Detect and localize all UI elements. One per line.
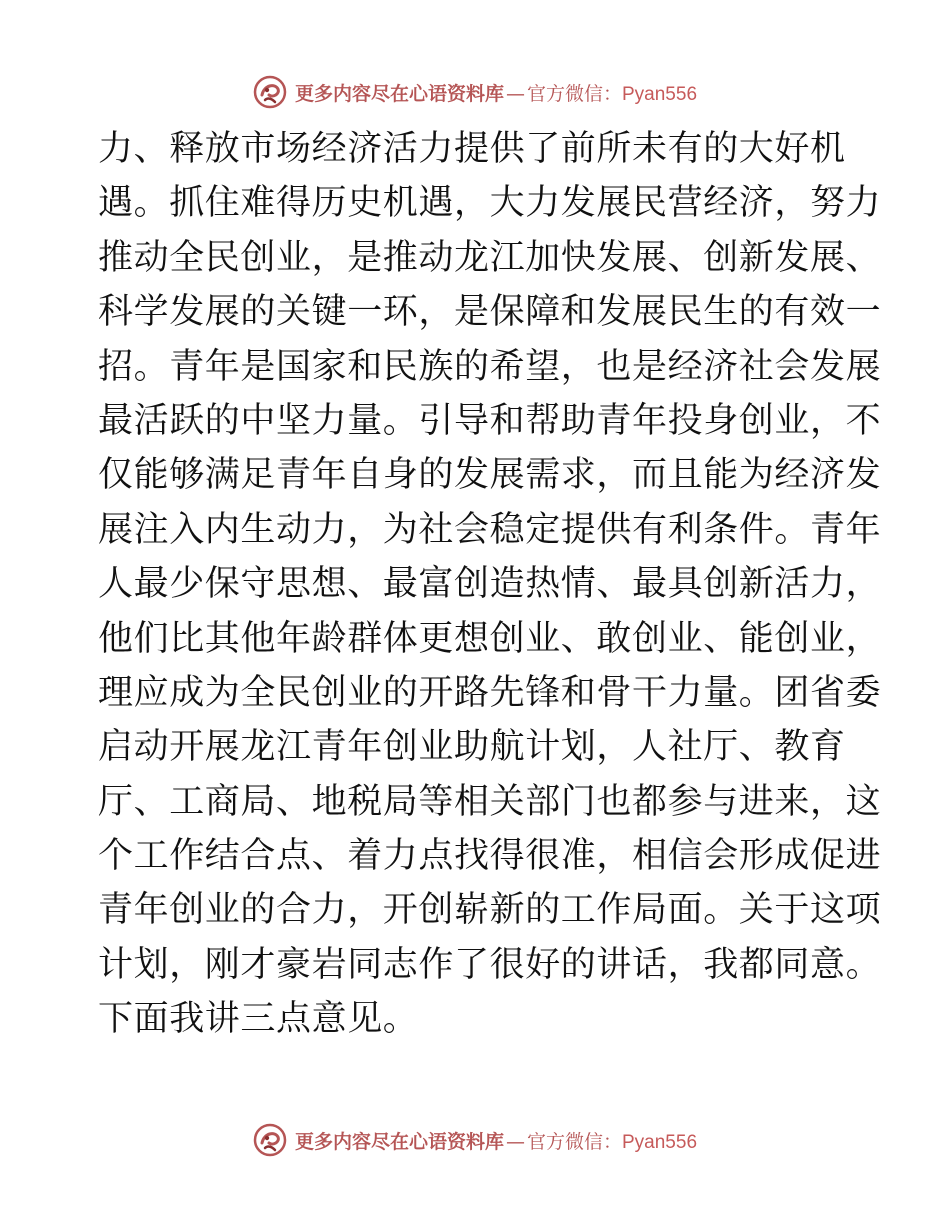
header-wechat-id: Pyan556 bbox=[622, 83, 698, 105]
header-official-label: 官方微信： bbox=[526, 82, 622, 105]
body-line: 理应成为全民创业的开路先锋和骨干力量。团省委 bbox=[98, 672, 882, 713]
red-swirl-logo-icon bbox=[253, 1123, 287, 1157]
body-line: 计划，刚才豪岩同志作了很好的讲话，我都同意。 bbox=[98, 944, 882, 985]
document-body bbox=[98, 122, 882, 1047]
body-line: 最活跃的中坚力量。引导和帮助青年投身创业，不 bbox=[98, 400, 882, 441]
red-swirl-logo-icon bbox=[253, 75, 287, 109]
footer-brand-text: 更多内容尽在心语资料库 bbox=[294, 1130, 504, 1153]
body-line: 他们比其他年龄群体更想创业、敢创业、能创业， bbox=[98, 618, 882, 659]
footer-official-label: 官方微信： bbox=[526, 1130, 622, 1153]
body-line: 厅、工商局、地税局等相关部门也都参与进来，这 bbox=[98, 781, 882, 822]
body-line: 下面我讲三点意见。 bbox=[98, 999, 419, 1040]
body-line: 科学发展的关键一环，是保障和发展民生的有效一 bbox=[98, 292, 882, 333]
header-dash: — bbox=[505, 82, 525, 105]
body-line: 展注入内生动力，为社会稳定提供有利条件。青年 bbox=[98, 509, 882, 550]
body-line: 推动全民创业，是推动龙江加快发展、创新发展、 bbox=[98, 237, 882, 278]
body-line: 招。青年是国家和民族的希望，也是经济社会发展 bbox=[98, 346, 882, 387]
body-line: 启动开展龙江青年创业助航计划，人社厅、教育 bbox=[98, 727, 846, 768]
body-line: 力、释放市场经济活力提供了前所未有的大好机 bbox=[98, 129, 846, 169]
header-banner bbox=[0, 72, 950, 112]
footer-banner bbox=[0, 1120, 950, 1160]
footer-dash: — bbox=[505, 1130, 525, 1153]
body-line: 遇。抓住难得历史机遇，大力发展民营经济，努力 bbox=[98, 183, 882, 224]
body-line: 个工作结合点、着力点找得很准，相信会形成促进 bbox=[98, 836, 882, 877]
body-line: 人最少保守思想、最富创造热情、最具创新活力， bbox=[98, 564, 882, 605]
header-brand-text: 更多内容尽在心语资料库 bbox=[294, 82, 504, 105]
body-line: 青年创业的合力，开创崭新的工作局面。关于这项 bbox=[98, 890, 882, 931]
body-line: 仅能够满足青年自身的发展需求，而且能为经济发 bbox=[98, 455, 882, 496]
footer-wechat-id: Pyan556 bbox=[622, 1131, 698, 1153]
